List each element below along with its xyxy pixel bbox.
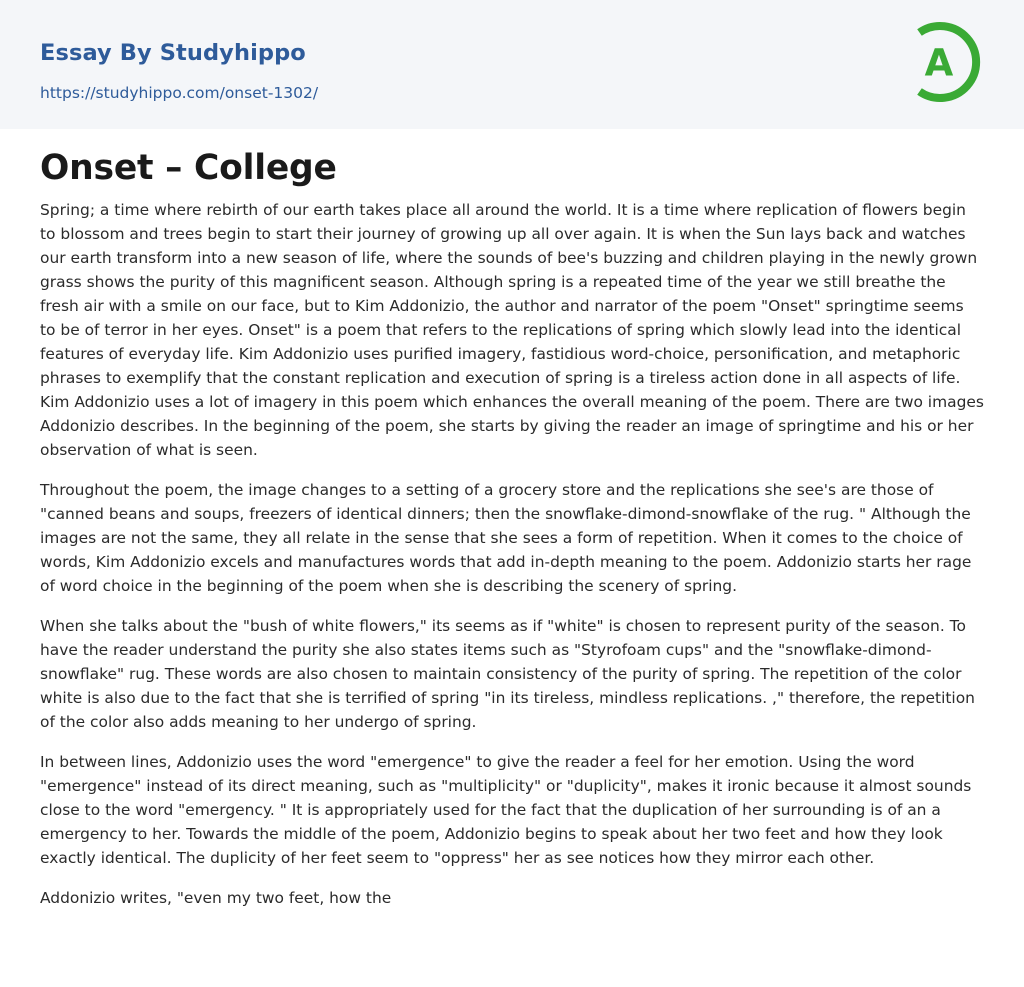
- essay-paragraph-4: In between lines, Addonizio uses the word "emergence" to give the reader a feel for her emotion. Using the word "emergence" instead of its direct meaning, such as "multiplicity" or "duplicity", makes it ironic because it almost sounds close to the word "emergency. " It is appropriately used for the fact that the duplication of her surrounding is of an a emergency to her. Towards the middle of the poem, Addonizio begins to speak about her two feet and how they look exactly identical. The duplicity of her feet seem to "oppress" her as see notices how they mirror each other.: [40, 753, 972, 867]
- source-url-link[interactable]: https://studyhippo.com/onset-1302/: [40, 84, 319, 102]
- essay-paragraph-2: Throughout the poem, the image changes to a setting of a grocery store and the replications she see's are those of "canned beans and soups, freezers of identical dinners; then the snowflake-dimond-snowflake of the rug. " Although the images are not the same, they all relate in the sense that she sees a form of repetition. When it comes to the choice of words, Kim Addonizio excels and manufactures words that add in-depth meaning to the poem. Addonizio starts her rage of word choice in the beginning of the poem when she is describing the scenery of spring.: [40, 481, 972, 595]
- studyhippo-logo[interactable]: [909, 17, 989, 107]
- essay-paragraph-5: Addonizio writes, "even my two feet, how the: [40, 889, 392, 907]
- brand-title: Essay By Studyhippo: [40, 40, 306, 66]
- page-title: Onset – College: [40, 148, 337, 188]
- logo-letter: A: [924, 41, 954, 85]
- essay-paragraph-3: When she talks about the "bush of white flowers," its seems as if "white" is chosen to represent purity of the season. To have the reader understand the purity she also states items such as "Styrofoam cups" and the "snowflake-dimond-snowflake" rug. These words are also chosen to maintain consistency of the purity of spring. The repetition of the color white is also due to the fact that she is terrified of spring "in its tireless, mindless replications. ," therefore, the repetition of the color also adds meaning to her undergo of spring.: [40, 617, 975, 731]
- site-header: [0, 0, 1024, 129]
- logo-ring-icon: [909, 17, 989, 107]
- article-main: [40, 129, 984, 926]
- essay-paragraph-1: Spring; a time where rebirth of our earth takes place all around the world. It is a time where replication of flowers begin to blossom and trees begin to start their journey of growing up all over again. It is when the Sun lays back and watches our earth transform into a new season of life, where the sounds of bee's buzzing and children playing in the newly grown grass shows the purity of this magnificent season. Although spring is a repeated time of the year we still breathe the fresh air with a smile on our face, but to Kim Addonizio, the author and narrator of the poem "Onset" springtime seems to be of terror in her eyes. Onset" is a poem that refers to the replications of spring which slowly lead into the identical features of everyday life. Kim Addonizio uses purified imagery, fastidious word-choice, personification, and metaphoric phrases to exemplify that the constant replication and execution of spring is a tireless action done in all aspects of life. Kim Addonizio uses a lot of imagery in this poem which enhances the overall meaning of the poem. There are two images Addonizio describes. In the beginning of the poem, she starts by giving the reader an image of springtime and his or her observation of what is seen.: [40, 201, 984, 459]
